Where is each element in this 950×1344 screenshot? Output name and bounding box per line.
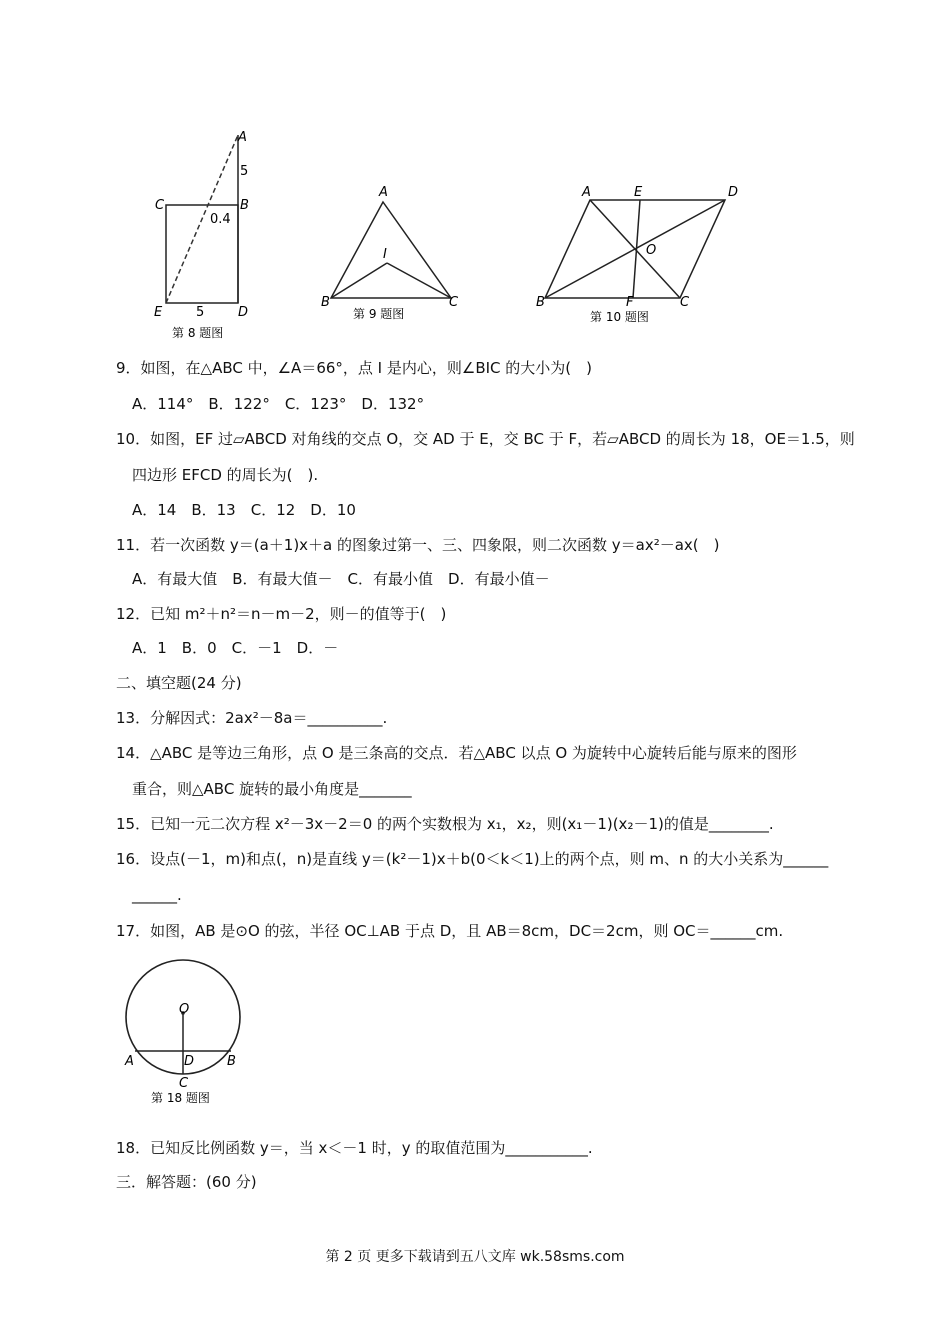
figure-10: [530, 180, 750, 328]
label-A: A: [582, 185, 591, 200]
label-I: I: [383, 247, 387, 262]
length-0.4: 0.4: [210, 212, 231, 227]
question-9-options: A．114° B．122° C．123° D．132°: [132, 395, 425, 413]
question-18: 18．已知反比例函数 y＝，当 x＜－1 时，y 的取值范围为___________.: [116, 1139, 593, 1157]
figure-9-caption: 第 9 题图: [353, 307, 405, 321]
label-O: O: [179, 1002, 190, 1017]
label-B: B: [227, 1054, 236, 1069]
figure-9: [315, 180, 475, 325]
question-10-stem-cont: 四边形 EFCD 的周长为( ).: [132, 466, 319, 484]
section-3-heading: 三．解答题：(60 分): [116, 1173, 257, 1191]
question-15: 15．已知一元二次方程 x²－3x－2＝0 的两个实数根为 x₁，x₂，则(x₁－1)(x₂－1)的值是________.: [116, 815, 774, 833]
figure-8: [150, 125, 260, 345]
label-C: C: [449, 295, 459, 310]
question-16: 16．设点(－1，m)和点(，n)是直线 y＝(k²－1)x＋b(0＜k＜1)上的两个点，则 m、n 的大小关系为______: [116, 850, 829, 868]
figure-18: [115, 955, 255, 1110]
label-A: A: [125, 1054, 134, 1069]
label-A: A: [238, 130, 247, 145]
question-11-stem: 11．若一次函数 y＝(a＋1)x＋a 的图象过第一、三、四象限，则二次函数 y＝ax²－ax( ): [116, 536, 720, 554]
question-9-stem: 9．如图，在△ABC 中，∠A＝66°，点 I 是内心，则∠BIC 的大小为( ): [116, 359, 592, 377]
question-10-stem: 10．如图，EF 过▱ABCD 对角线的交点 O，交 AD 于 E，交 BC 于 F，若▱ABCD 的周长为 18，OE＝1.5，则: [116, 430, 855, 448]
label-O: O: [646, 243, 657, 258]
question-16-cont: ______.: [132, 886, 182, 904]
label-A: A: [379, 185, 388, 200]
question-11-options: A．有最大值 B．有最大值－ C．有最小值 D．有最小值－: [132, 570, 550, 588]
question-14: 14．△ABC 是等边三角形，点 O 是三条高的交点．若△ABC 以点 O 为旋转中心旋转后能与原来的图形: [116, 744, 797, 762]
length-5-bottom: 5: [196, 305, 205, 320]
label-E: E: [634, 185, 643, 200]
question-13: 13．分解因式：2ax²－8a＝__________.: [116, 709, 388, 727]
label-C: C: [155, 198, 165, 213]
question-12-stem: 12．已知 m²＋n²＝n－m－2，则－的值等于( ): [116, 605, 447, 623]
label-D: D: [728, 185, 739, 200]
label-C: C: [179, 1076, 189, 1091]
label-D: D: [238, 305, 249, 320]
question-12-options: A．1 B．0 C．－1 D．－: [132, 639, 339, 657]
section-2-heading: 二、填空题(24 分): [116, 674, 242, 692]
figure-10-caption: 第 10 题图: [590, 310, 649, 324]
figure-18-caption: 第 18 题图: [151, 1091, 210, 1105]
label-B: B: [321, 295, 330, 310]
figure-8-caption: 第 8 题图: [172, 326, 224, 340]
label-D: D: [184, 1054, 195, 1069]
length-5-vertical: 5: [240, 164, 249, 179]
label-B: B: [240, 198, 249, 213]
label-B: B: [536, 295, 545, 310]
label-E: E: [154, 305, 163, 320]
label-C: C: [680, 295, 690, 310]
label-F: F: [626, 295, 634, 310]
page-footer: 第 2 页 更多下载请到五八文库 wk.58sms.com: [325, 1249, 625, 1265]
question-14-cont: 重合，则△ABC 旋转的最小角度是_______: [132, 780, 412, 798]
question-10-options: A．14 B．13 C．12 D．10: [132, 501, 356, 519]
question-17: 17．如图，AB 是⊙O 的弦，半径 OC⊥AB 于点 D，且 AB＝8cm，DC＝2cm，则 OC＝______cm.: [116, 922, 784, 940]
